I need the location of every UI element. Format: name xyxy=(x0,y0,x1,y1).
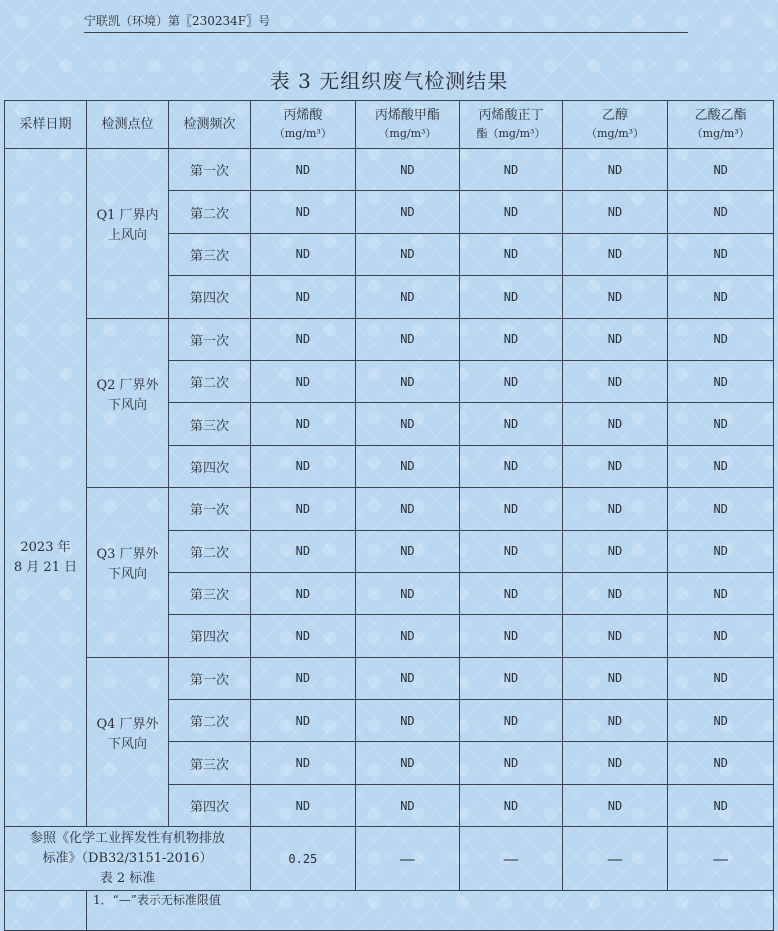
result-cell: ND xyxy=(668,488,774,530)
sampling-date-year: 2023 年 xyxy=(20,539,71,555)
frequency-cell: 第一次 xyxy=(169,657,251,699)
result-cell: ND xyxy=(668,445,774,487)
table-row xyxy=(5,318,774,360)
frequency-cell: 第一次 xyxy=(169,149,251,191)
point-direction: 下风向 xyxy=(108,736,148,752)
note-text: 1．“—”表示无标准限值 xyxy=(87,891,774,931)
result-cell: ND xyxy=(562,445,668,487)
result-cell: ND xyxy=(251,403,356,445)
result-cell: ND xyxy=(355,149,460,191)
header-methyl-acrylate: 丙烯酸甲酯 （mg/m³） xyxy=(355,101,460,149)
monitoring-point-cell xyxy=(87,657,169,827)
results-table xyxy=(4,100,774,931)
standard-limit-cell: — xyxy=(562,827,668,891)
result-cell: ND xyxy=(355,742,460,784)
result-cell: ND xyxy=(251,360,356,402)
result-cell: ND xyxy=(562,530,668,572)
result-cell: ND xyxy=(562,488,668,530)
result-cell: ND xyxy=(460,615,563,657)
frequency-cell: 第四次 xyxy=(169,276,251,318)
result-cell: ND xyxy=(251,657,356,699)
result-cell: ND xyxy=(251,530,356,572)
header-frequency: 检测频次 xyxy=(169,101,251,149)
point-name: Q3 厂界外 xyxy=(96,547,159,563)
note-label-cell xyxy=(5,891,87,931)
result-cell: ND xyxy=(355,445,460,487)
result-cell: ND xyxy=(460,657,563,699)
frequency-cell: 第一次 xyxy=(169,318,251,360)
table-row xyxy=(5,149,774,191)
result-cell: ND xyxy=(460,360,563,402)
frequency-cell: 第二次 xyxy=(169,530,251,572)
result-cell: ND xyxy=(460,530,563,572)
result-cell: ND xyxy=(460,742,563,784)
result-cell: ND xyxy=(251,572,356,614)
result-cell: ND xyxy=(355,488,460,530)
result-cell: ND xyxy=(668,742,774,784)
point-direction: 下风向 xyxy=(108,567,148,583)
result-cell: ND xyxy=(251,276,356,318)
result-cell: ND xyxy=(668,615,774,657)
document-reference: 宁联凯（环境）第〖230234F〗号 xyxy=(84,12,688,33)
result-cell: ND xyxy=(355,657,460,699)
result-cell: ND xyxy=(251,233,356,275)
result-cell: ND xyxy=(562,784,668,826)
standard-line-3: 表 2 标准 xyxy=(99,870,156,886)
note-row xyxy=(5,891,774,931)
frequency-cell: 第一次 xyxy=(169,488,251,530)
point-name: Q2 厂界外 xyxy=(96,377,159,393)
result-cell: ND xyxy=(460,318,563,360)
result-cell: ND xyxy=(562,149,668,191)
result-cell: ND xyxy=(355,700,460,742)
monitoring-point-cell xyxy=(87,318,169,488)
result-cell: ND xyxy=(460,403,563,445)
result-cell: ND xyxy=(251,615,356,657)
result-cell: ND xyxy=(562,615,668,657)
result-cell: ND xyxy=(355,233,460,275)
result-cell: ND xyxy=(355,530,460,572)
frequency-cell: 第二次 xyxy=(169,360,251,402)
result-cell: ND xyxy=(562,233,668,275)
standard-line-2: 标准》（DB32/3151-2016） xyxy=(42,850,213,866)
frequency-cell: 第三次 xyxy=(169,233,251,275)
result-cell: ND xyxy=(251,318,356,360)
header-row xyxy=(5,101,774,149)
standard-reference xyxy=(5,827,251,891)
standard-limit-cell: — xyxy=(460,827,563,891)
result-cell: ND xyxy=(251,742,356,784)
result-cell: ND xyxy=(355,615,460,657)
result-cell: ND xyxy=(355,318,460,360)
header-ethanol: 乙醇 （mg/m³） xyxy=(562,101,668,149)
monitoring-point-cell xyxy=(87,149,169,319)
result-cell: ND xyxy=(668,233,774,275)
result-cell: ND xyxy=(562,403,668,445)
result-cell: ND xyxy=(251,149,356,191)
point-name: Q4 厂界外 xyxy=(96,716,159,732)
result-cell: ND xyxy=(668,572,774,614)
result-cell: ND xyxy=(251,445,356,487)
frequency-cell: 第四次 xyxy=(169,784,251,826)
header-butyl-acrylate: 丙烯酸正丁 酯（mg/m³） xyxy=(460,101,563,149)
result-cell: ND xyxy=(460,700,563,742)
result-cell: ND xyxy=(460,488,563,530)
result-cell: ND xyxy=(668,700,774,742)
frequency-cell: 第二次 xyxy=(169,191,251,233)
table-title: 表 3 无组织废气检测结果 xyxy=(269,69,509,93)
result-cell: ND xyxy=(668,530,774,572)
frequency-cell: 第三次 xyxy=(169,572,251,614)
result-cell: ND xyxy=(460,784,563,826)
result-cell: ND xyxy=(355,403,460,445)
result-cell: ND xyxy=(668,276,774,318)
standard-limit-cell: — xyxy=(668,827,774,891)
result-cell: ND xyxy=(460,276,563,318)
result-cell: ND xyxy=(460,149,563,191)
result-cell: ND xyxy=(562,276,668,318)
point-direction: 下风向 xyxy=(108,397,148,413)
point-direction: 上风向 xyxy=(108,228,148,244)
result-cell: ND xyxy=(668,318,774,360)
result-cell: ND xyxy=(251,784,356,826)
frequency-cell: 第三次 xyxy=(169,742,251,784)
result-cell: ND xyxy=(355,572,460,614)
sampling-date-day: 8 月 21 日 xyxy=(13,559,78,575)
result-cell: ND xyxy=(251,700,356,742)
standard-line-1: 参照《化学工业挥发性有机物排放 xyxy=(30,830,226,846)
result-cell: ND xyxy=(668,149,774,191)
result-cell: ND xyxy=(251,191,356,233)
frequency-cell: 第二次 xyxy=(169,700,251,742)
header-date: 采样日期 xyxy=(5,101,87,149)
result-cell: ND xyxy=(355,784,460,826)
result-cell: ND xyxy=(668,403,774,445)
result-cell: ND xyxy=(562,657,668,699)
standard-limit-cell: 0.25 xyxy=(251,827,356,891)
result-cell: ND xyxy=(562,700,668,742)
point-name: Q1 厂界内 xyxy=(96,208,159,224)
table-row xyxy=(5,488,774,530)
result-cell: ND xyxy=(668,784,774,826)
header-ethyl-acetate: 乙酸乙酯 （mg/m³） xyxy=(668,101,774,149)
table-row xyxy=(5,657,774,699)
result-cell: ND xyxy=(251,488,356,530)
header-point: 检测点位 xyxy=(87,101,169,149)
frequency-cell: 第四次 xyxy=(169,445,251,487)
result-cell: ND xyxy=(460,445,563,487)
frequency-cell: 第三次 xyxy=(169,403,251,445)
result-cell: ND xyxy=(562,318,668,360)
result-cell: ND xyxy=(562,572,668,614)
result-cell: ND xyxy=(562,742,668,784)
result-cell: ND xyxy=(668,657,774,699)
header-acrylic-acid: 丙烯酸 （mg/m³） xyxy=(251,101,356,149)
result-cell: ND xyxy=(562,360,668,402)
frequency-cell: 第四次 xyxy=(169,615,251,657)
result-cell: ND xyxy=(355,191,460,233)
result-cell: ND xyxy=(668,360,774,402)
result-cell: ND xyxy=(668,191,774,233)
result-cell: ND xyxy=(460,572,563,614)
result-cell: ND xyxy=(460,191,563,233)
sampling-date-cell xyxy=(5,149,87,827)
result-cell: ND xyxy=(562,191,668,233)
result-cell: ND xyxy=(355,360,460,402)
result-cell: ND xyxy=(460,233,563,275)
monitoring-point-cell xyxy=(87,488,169,658)
standard-limit-cell: — xyxy=(355,827,460,891)
standard-row xyxy=(5,827,774,891)
result-cell: ND xyxy=(355,276,460,318)
